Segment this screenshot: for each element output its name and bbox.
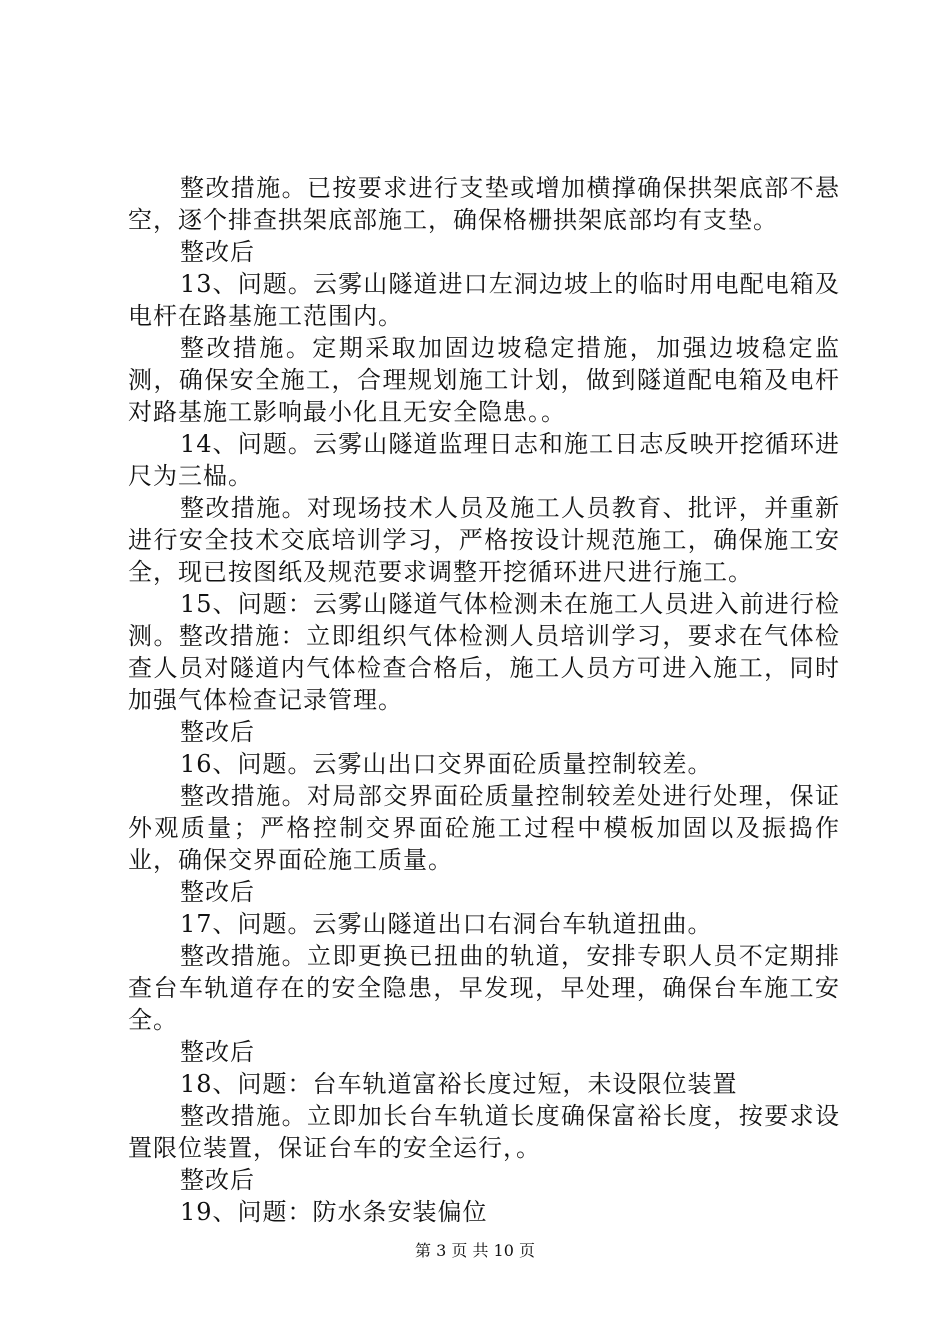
paragraph-measure-17: 整改措施。立即更换已扭曲的轨道，安排专职人员不定期排查台车轨道存在的安全隐患，早发现，早处理，确保台车施工安全。 [128,942,840,1034]
paragraph-after-rectification: 整改后 [180,1038,255,1066]
paragraph-measure-18: 整改措施。立即加长台车轨道长度确保富裕长度，按要求设置限位装置，保证台车的安全运行，。 [128,1102,840,1162]
paragraph-issue-14: 14、问题。云雾山隧道监理日志和施工日志反映开挖循环进尺为三榀。 [128,430,840,490]
paragraph-issue-19: 19、问题：防水条安装偏位 [180,1198,488,1226]
paragraph-issue-15: 15、问题：云雾山隧道气体检测未在施工人员进入前进行检测。整改措施：立即组织气体检测人员培训学习，要求在气体检查人员对隧道内气体检查合格后，施工人员方可进入施工，同时加强气体检查记录管理。 [128,590,840,714]
page-number-footer: 第 3 页 共 10 页 [415,1241,535,1260]
paragraph-after-rectification: 整改后 [180,718,255,746]
paragraph-measure-14: 整改措施。对现场技术人员及施工人员教育、批评，并重新进行安全技术交底培训学习，严格按设计规范施工，确保施工安全，现已按图纸及规范要求调整开挖循环进尺进行施工。 [128,494,840,586]
document-body [128,172,840,1228]
paragraph-issue-16: 16、问题。云雾山出口交界面砼质量控制较差。 [180,750,713,778]
paragraph-measure-16: 整改措施。对局部交界面砼质量控制较差处进行处理，保证外观质量；严格控制交界面砼施工过程中模板加固以及振捣作业，确保交界面砼施工质量。 [128,782,840,874]
paragraph-issue-18: 18、问题：台车轨道富裕长度过短，未设限位装置 [180,1070,738,1098]
paragraph-after-rectification: 整改后 [180,238,255,266]
paragraph-issue-13: 13、问题。云雾山隧道进口左洞边坡上的临时用电配电箱及电杆在路基施工范围内。 [128,270,840,330]
paragraph-rectification-measure: 整改措施。已按要求进行支垫或增加横撑确保拱架底部不悬空，逐个排查拱架底部施工，确保格栅拱架底部均有支垫。 [128,174,840,234]
paragraph-after-rectification: 整改后 [180,1166,255,1194]
paragraph-after-rectification: 整改后 [180,878,255,906]
paragraph-issue-17: 17、问题。云雾山隧道出口右洞台车轨道扭曲。 [180,910,713,938]
paragraph-measure-13: 整改措施。定期采取加固边坡稳定措施，加强边坡稳定监测，确保安全施工，合理规划施工计划，做到隧道配电箱及电杆对路基施工影响最小化且无安全隐患。。 [128,334,840,426]
